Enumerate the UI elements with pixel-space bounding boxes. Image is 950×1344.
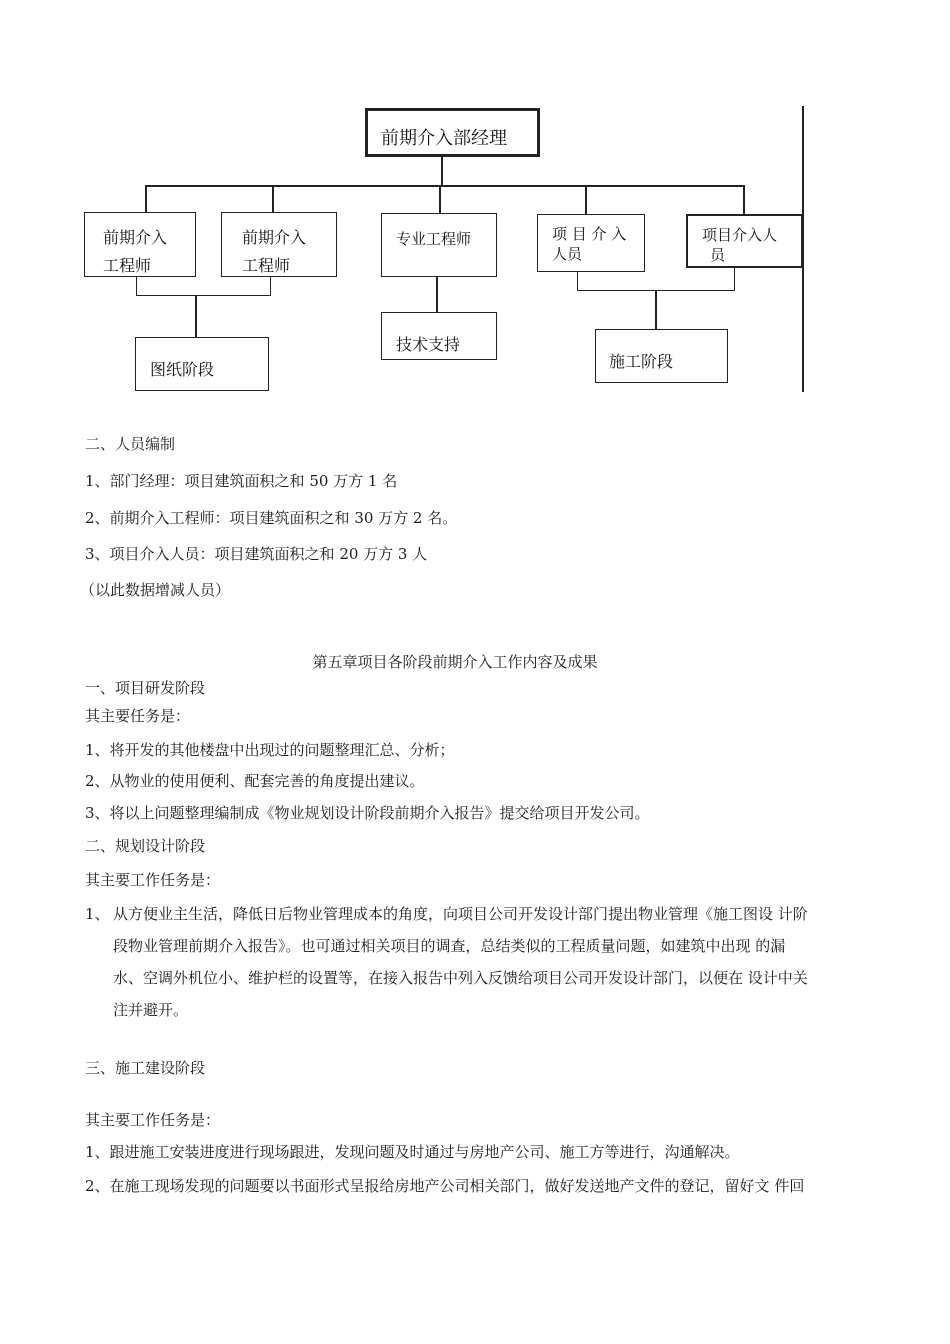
drawing-stage-box	[135, 337, 269, 391]
s2-heading: 二、规划设计阶段	[85, 837, 206, 855]
connector-staff2-down	[734, 268, 735, 291]
staffing-item-2: 2、前期介入工程师：项目建筑面积之和 30 万方 2 名。	[85, 509, 458, 527]
connector-eng1-down	[136, 276, 137, 296]
s1-intro: 其主要任务是：	[85, 707, 191, 725]
engineer-1-line-2: 工程师	[103, 256, 152, 275]
s3-item-1: 1、跟进施工安装进度进行现场跟进，发现问题及时通过与房地产公司、施工方等进行，沟通解决。	[85, 1143, 740, 1161]
connector-drop-1	[145, 185, 147, 213]
chapter-title: 第五章项目各阶段前期介入工作内容及成果	[312, 653, 598, 671]
project-staff-2-line-2: 员	[710, 246, 726, 264]
s1-item-1: 1、将开发的其他楼盘中出现过的问题整理汇总、分析；	[85, 741, 455, 759]
connector-drop-3	[439, 185, 441, 214]
s2-item-line-3: 水、空调外机位小、维护栏的设置等，在接入报告中列入反馈给项目公司开发设计部门，以便在 设计中关	[113, 969, 808, 987]
tech-support-label: 技术支持	[396, 335, 461, 354]
s2-item-line-1: 从方便业主生活，降低日后物业管理成本的角度，向项目公司开发设计部门提出物业管理《施工图设 计阶	[113, 905, 808, 923]
engineer-box-2	[221, 212, 337, 277]
construction-stage-box	[595, 329, 728, 383]
engineer-2-line-1: 前期介入	[242, 228, 307, 247]
connector-drop-4	[585, 185, 587, 215]
staffing-item-3: 3、项目介入人员：项目建筑面积之和 20 万方 3 人	[85, 545, 428, 563]
s2-intro: 其主要工作任务是：	[85, 871, 221, 889]
project-staff-box-2	[686, 214, 803, 268]
connector-drop-5	[743, 185, 745, 215]
connector-tech-support	[436, 276, 438, 313]
project-staff-1-line-2: 人员	[552, 245, 583, 263]
s3-heading: 三、施工建设阶段	[85, 1059, 206, 1077]
s3-item-2: 2、在施工现场发现的问题要以书面形式呈报给房地产公司相关部门，做好发送地产文件的登记，留好文 件回	[85, 1177, 805, 1195]
project-staff-1-line-1: 项 目 介 入	[552, 225, 627, 243]
manager-box	[365, 108, 540, 157]
specialist-box	[381, 213, 497, 277]
specialist-label: 专业工程师	[396, 230, 472, 248]
connector-drop-2	[272, 185, 274, 213]
staffing-heading: 二、人员编制	[85, 435, 176, 453]
construction-stage-label: 施工阶段	[609, 352, 674, 371]
engineer-2-line-2: 工程师	[242, 256, 291, 275]
connector-drawing-stage	[195, 295, 197, 338]
s1-item-3: 3、将以上问题整理编制成《物业规划设计阶段前期介入报告》提交给项目开发公司。	[85, 804, 650, 822]
s2-item-number: 1、	[85, 905, 110, 923]
engineer-box-1	[84, 212, 196, 277]
s2-item-line-4: 注并避开。	[113, 1001, 189, 1019]
connector-eng-horizontal	[136, 295, 271, 296]
s1-heading: 一、项目研发阶段	[85, 679, 206, 697]
s3-intro: 其主要工作任务是：	[85, 1111, 221, 1129]
connector-manager-down	[441, 156, 443, 187]
project-staff-2-line-1: 项目介入人	[702, 226, 778, 244]
staffing-note: （以此数据增减人员）	[80, 581, 231, 599]
s1-item-2: 2、从物业的使用便利、配套完善的角度提出建议。	[85, 772, 425, 790]
drawing-stage-label: 图纸阶段	[150, 360, 215, 379]
project-staff-box-1	[537, 214, 645, 272]
s2-item-line-2: 段物业管理前期介入报告》。也可通过相关项目的调查，总结类似的工程质量问题，如建筑中出现 的漏	[113, 937, 786, 955]
connector-top-horizontal	[145, 185, 745, 187]
connector-eng2-down	[270, 276, 271, 296]
connector-construction-stage	[655, 290, 657, 330]
manager-label: 前期介入部经理	[381, 128, 507, 149]
engineer-1-line-1: 前期介入	[103, 228, 168, 247]
staffing-item-1: 1、部门经理：项目建筑面积之和 50 万方 1 名	[85, 472, 398, 490]
connector-staff1-down	[577, 271, 578, 291]
tech-support-box	[381, 312, 497, 360]
